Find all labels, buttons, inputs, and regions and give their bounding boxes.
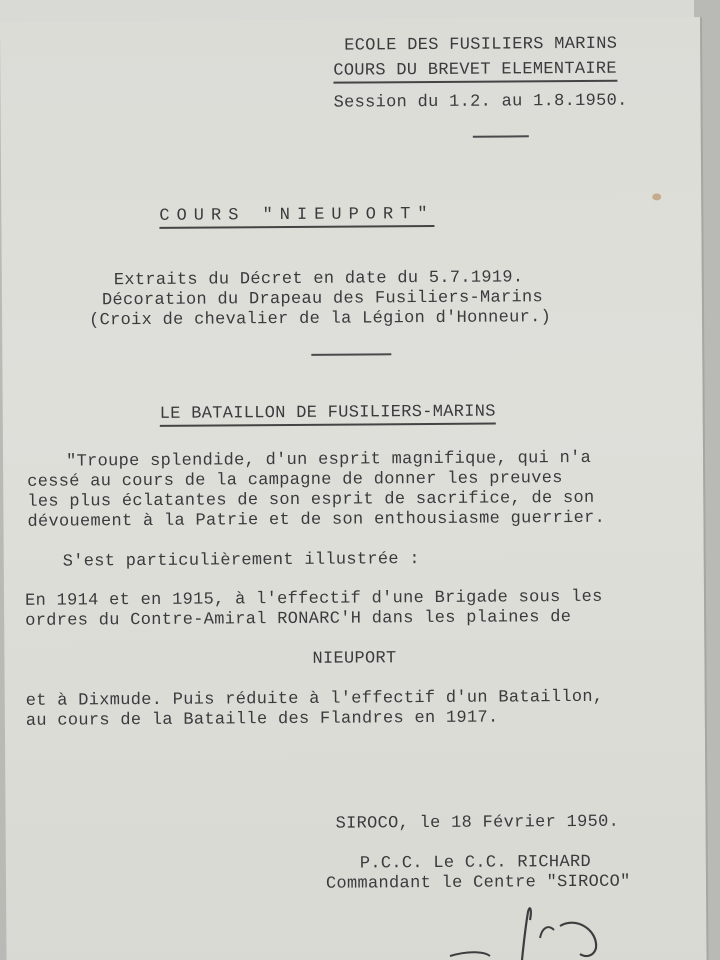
- header-session: Session du 1.2. au 1.8.1950.: [333, 91, 628, 113]
- campaign-end-line-1: et à Dixmude. Puis réduite à l'effectif d'un Bataillon,: [25, 687, 604, 711]
- handwritten-signature: [430, 890, 620, 960]
- decree-line-1: Extraits du Décret en date du 5.7.1919.: [113, 268, 524, 291]
- illustrated-line: S'est particulièrement illustrée :: [62, 550, 420, 572]
- course-title: COURS "NIEUPORT": [159, 205, 434, 229]
- header-course: COURS DU BREVET ELEMENTAIRE: [333, 60, 617, 84]
- citation-line-4: dévouement à la Patrie et de son enthousiasme guerrier.: [27, 508, 606, 532]
- place-name: NIEUPORT: [312, 649, 397, 669]
- stain: [652, 193, 661, 200]
- signature-place-date: SIROCO, le 18 Février 1950.: [335, 812, 620, 834]
- campaign-line-2: ordres du Contre-Amiral RONARC'H dans les plaines de: [25, 608, 572, 631]
- document-page: [0, 17, 709, 960]
- campaign-line-1: En 1914 et en 1915, à l'effectif d'une Brigade sous les: [24, 587, 603, 611]
- signature-signatory: P.C.C. Le C.C. RICHARD: [359, 852, 591, 874]
- section-title: LE BATAILLON DE FUSILIERS-MARINS: [160, 403, 496, 427]
- citation-line-1: "Troupe splendide, d'un esprit magnifique, qui n'a: [66, 448, 592, 472]
- campaign-end-line-2: au cours de la Bataille des Flandres en 1917.: [25, 708, 499, 731]
- signature-role: Commandant le Centre "SIROCO": [325, 872, 631, 894]
- citation-line-2: cessé au cours de la campagne de donner les preuves: [27, 469, 563, 492]
- header-separator: [473, 135, 529, 137]
- decree-line-2: Décoration du Drapeau des Fusiliers-Marins: [101, 288, 544, 311]
- citation-line-3: les plus éclatantes de son esprit de sacrifice, de son: [27, 488, 595, 512]
- header-school: ECOLE DES FUSILIERS MARINS: [344, 34, 618, 56]
- decree-separator: [311, 353, 391, 356]
- decree-line-3: (Croix de chevalier de la Légion d'Honneur.): [89, 308, 552, 331]
